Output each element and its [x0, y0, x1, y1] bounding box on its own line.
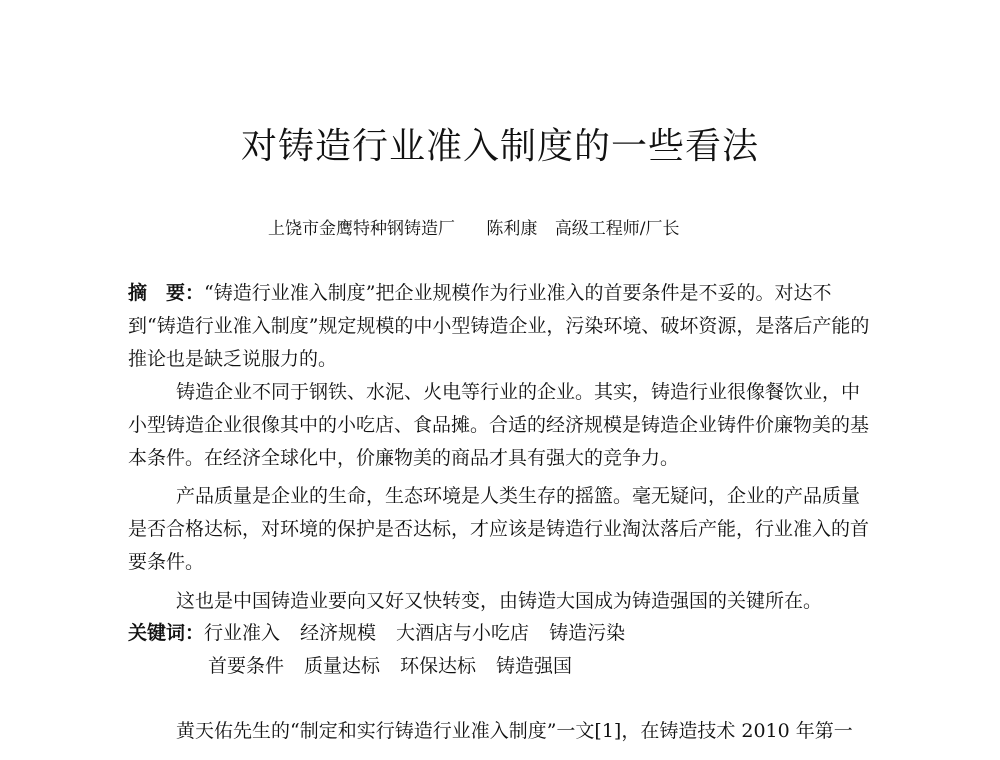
- author-position: 高级工程师/厂长: [554, 219, 680, 239]
- author-name: 陈利康: [486, 219, 538, 239]
- keyword: 质量达标: [304, 655, 381, 677]
- paragraph-3: 这也是中国铸造业要向又好又快转变，由铸造大国成为铸造强国的关键所在。: [176, 590, 823, 612]
- affiliation: 上饶市金鹰特种钢铸造厂: [268, 219, 455, 239]
- keywords-line-1: [128, 617, 645, 650]
- keywords-label: 关键词：: [128, 622, 205, 644]
- abstract: [128, 277, 876, 376]
- abstract-label: 摘 要：: [128, 282, 205, 304]
- byline: [268, 214, 680, 239]
- body-paragraph-intro: 黄天佑先生的“制定和实行铸造行业准入制度”一文[1]，在铸造技术 2010 年第一: [176, 720, 853, 742]
- abstract-text: “铸造行业准入制度”把企业规模作为行业准入的首要条件是不妥的。对达不到“铸造行业准入制度”规定规模的中小型铸造企业，污染环境、破坏资源，是落后产能的推论也是缺乏说服力的。: [128, 282, 870, 370]
- keyword: 首要条件: [208, 655, 285, 677]
- keyword: 经济规模: [300, 622, 377, 644]
- keyword: 铸造强国: [496, 655, 573, 677]
- keyword: 大酒店与小吃店: [396, 622, 530, 644]
- paragraph-2: 产品质量是企业的生命，生态环境是人类生存的摇篮。毫无疑问，企业的产品质量是否合格达标，对环境的保护是否达标，才应该是铸造行业淘汰落后产能，行业准入的首要条件。: [128, 485, 870, 573]
- keyword: 环保达标: [400, 655, 477, 677]
- keyword: 铸造污染: [549, 622, 626, 644]
- paper-title: 对铸造行业准入制度的一些看法: [240, 126, 759, 167]
- keyword: 行业准入: [204, 622, 281, 644]
- keywords-line-2: [208, 650, 592, 683]
- paragraph-1: 铸造企业不同于钢铁、水泥、火电等行业的企业。其实，铸造行业很像餐饮业，中小型铸造企业很像其中的小吃店、食品摊。合适的经济规模是铸造企业铸件价廉物美的基本条件。在经济全球化中，价廉物美的商品才具有强大的竞争力。: [128, 381, 870, 469]
